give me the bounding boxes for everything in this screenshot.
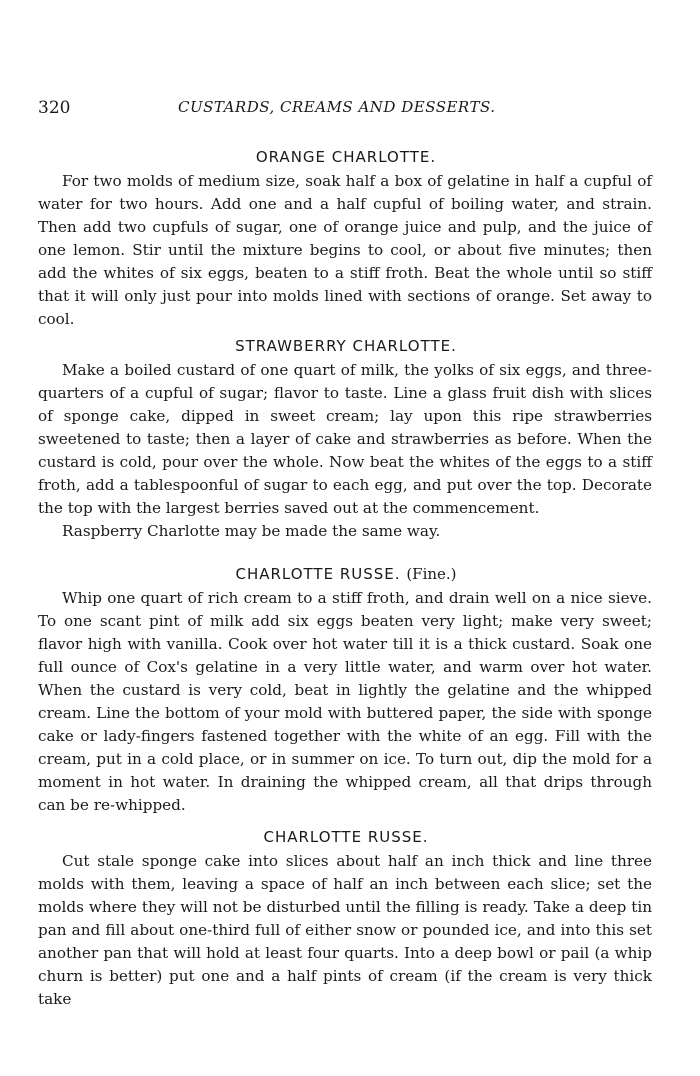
recipe-title-charlotte-russe-fine — [38, 563, 654, 585]
recipe-title-text: CHARLOTTE RUSSE. — [263, 828, 429, 846]
running-title: CUSTARDS, CREAMS AND DESSERTS. — [178, 98, 496, 116]
running-header — [38, 98, 654, 122]
recipe-title-strawberry-charlotte — [38, 335, 654, 357]
recipe-title-suffix: (Fine.) — [406, 565, 457, 583]
recipe-title-orange-charlotte — [38, 146, 654, 168]
recipe-title-text: CHARLOTTE RUSSE. — [235, 565, 401, 583]
page-number: 320 — [38, 98, 71, 118]
recipe-title-text: STRAWBERRY CHARLOTTE. — [235, 337, 457, 355]
recipe-title-charlotte-russe — [38, 826, 654, 848]
recipe-paragraph: Whip one quart of rich cream to a stiff froth, and drain well on a nice sieve. To one scant pint of milk add six eggs beaten very light; make very sweet; flavor high with vanilla. Cook over hot water till it is a thick custard. Soak one full ounce of Cox's gelatine in a very little water, and warm over hot water. When the custard is very cold, beat in lightly the gelatine and the whipped cream. Line the bottom of your mold with buttered paper, the side with sponge cake or lady-fingers fastened together with the white of an egg. Fill with the cream, put in a cold place, or in summer on ice. To turn out, dip the mold for a moment in hot water. In draining the whipped cream, all that drips through can be re-whipped. — [38, 589, 652, 814]
recipe-paragraph: Make a boiled custard of one quart of milk, the yolks of six eggs, and three-quarters of a cupful of sugar; flavor to taste. Line a glass fruit dish with slices of sponge cake, dipped in sweet cream; lay upon this ripe strawberries sweetened to taste; then a layer of cake and strawberries as before. When the custard is cold, pour over the whole. Now beat the whites of the eggs to a stiff froth, add a tablespoonful of sugar to each egg, and put over the top. Decorate the top with the largest berries saved out at the commencement. — [38, 361, 652, 517]
recipe-paragraph: Raspberry Charlotte may be made the same way. — [62, 522, 441, 540]
recipe-title-text: ORANGE CHARLOTTE. — [255, 148, 437, 166]
recipe-paragraph: Cut stale sponge cake into slices about half an inch thick and line three molds with them, leaving a space of half an inch between each slice; set the molds where they will not be disturbed until the filling is ready. Take a deep tin pan and fill about one-third full of either snow or pounded ice, and into this set another pan that will hold at least four quarts. Into a deep bowl or pail (a whip churn is better) put one and a half pints of cream (if the cream is very thick take — [38, 852, 652, 1008]
recipe-paragraph: For two molds of medium size, soak half a box of gelatine in half a cupful of water for two hours. Add one and a half cupful of boiling water, and strain. Then add two cupfuls of sugar, one of orange juice and pulp, and the juice of one lemon. Stir until the mixture begins to cool, or about five minutes; then add the whites of six eggs, beaten to a stiff froth. Beat the whole until so stiff that it will only just pour into molds lined with sections of orange. Set away to cool. — [38, 172, 652, 328]
